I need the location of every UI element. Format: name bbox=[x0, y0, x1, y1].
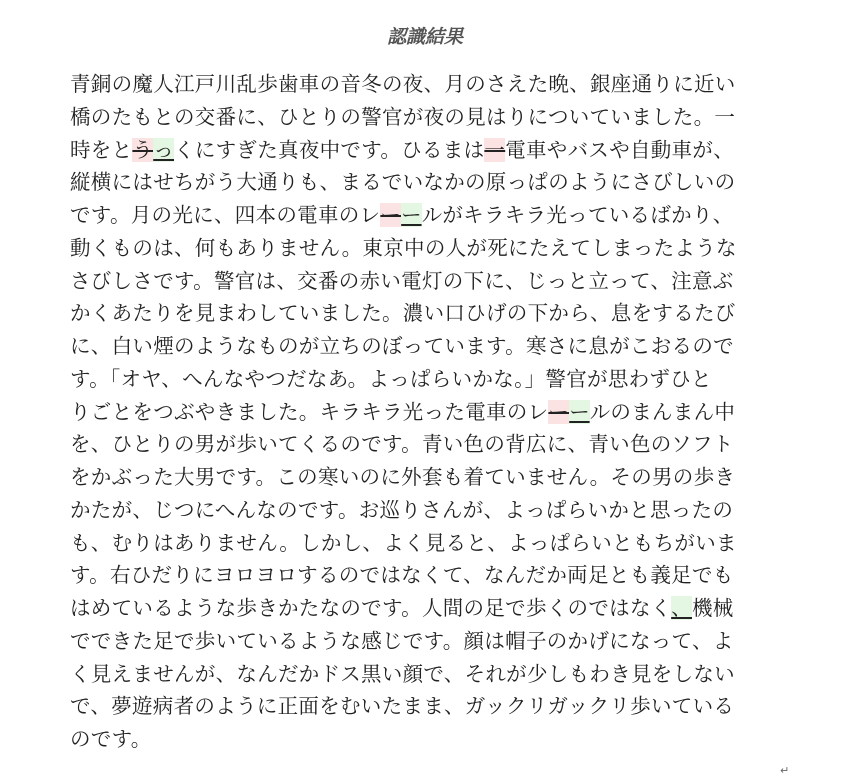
text-segment: かくあたりを見まわしていました。濃い口ひげの下から、息をするたび bbox=[70, 301, 736, 326]
text-segment: 縦横にはせちがう大通りも、まるでいなかの原っぱのようにさびしいの bbox=[70, 170, 736, 195]
text-line bbox=[70, 330, 790, 363]
text-segment: はめているような歩きかたなのです。人間の足で歩くのではなく bbox=[70, 596, 672, 620]
text-segment: 時をと bbox=[70, 137, 133, 162]
text-segment: 橋のたもとの交番に、ひとりの警官が夜の見はりについていました。一 bbox=[70, 104, 736, 129]
paragraph-mark: ↵ bbox=[780, 764, 790, 777]
text-line bbox=[70, 658, 790, 691]
text-line bbox=[70, 363, 790, 396]
text-segment: で、夢遊病者のように正面をむいたまま、ガックリガックリ歩いている bbox=[70, 694, 735, 719]
text-segment: く見えませんが、なんだかドス黒い顔で、それが少しもわき見をしない bbox=[70, 661, 735, 686]
text-segment: ルがキラキラ光っているばかり、 bbox=[421, 203, 734, 227]
text-segment: 機械 bbox=[691, 596, 734, 620]
text-segment: さびしさです。警官は、交番の赤い電灯の下に、じっと立って、注意ぶ bbox=[70, 268, 734, 293]
text-segment: りごとをつぶやきました。キラキラ光った電車のレ bbox=[70, 399, 549, 424]
text-line bbox=[70, 559, 790, 592]
text-line bbox=[70, 461, 790, 494]
text-segment: に、白い煙のようなものが立ちのぼっています。寒さに息がこおるので bbox=[70, 334, 734, 358]
text-segment: かたが、じつにへんなのです。お巡りさんが、よっぱらいかと思ったの bbox=[70, 497, 734, 522]
text-line bbox=[70, 166, 790, 199]
recognized-text-body bbox=[70, 68, 790, 756]
inserted-text: ー bbox=[401, 203, 422, 227]
deleted-text: ー bbox=[380, 203, 402, 227]
inserted-text: 、 bbox=[671, 596, 692, 620]
text-segment: くにすぎた真夜中です。ひるまは bbox=[174, 137, 485, 162]
text-line bbox=[70, 625, 790, 658]
text-segment: も、むりはありません。しかし、よく見ると、よっぱらいともちがいま bbox=[70, 530, 737, 555]
text-segment: す。右ひだりにヨロヨロするのではなくて、なんだか両足とも義足でも bbox=[70, 563, 734, 588]
text-segment: 電車やバスや自動車が、 bbox=[505, 137, 735, 162]
text-line bbox=[70, 592, 790, 625]
text-segment: 動くものは、何もありません。東京中の人が死にたえてしまったような bbox=[70, 235, 737, 260]
text-segment: す。「オヤ、へんなやつだなあ。よっぱらいかな。」警官が思わずひと bbox=[70, 366, 712, 391]
text-line bbox=[70, 494, 790, 527]
inserted-text: ー bbox=[569, 399, 590, 424]
text-segment: です。月の光に、四本の電車のレ bbox=[70, 203, 381, 227]
text-line bbox=[70, 199, 790, 232]
text-segment: を、ひとりの男が歩いてくるのです。青い色の背広に、青い色のソフト bbox=[70, 432, 734, 457]
text-line bbox=[70, 297, 790, 330]
deleted-text: ー bbox=[548, 399, 570, 424]
page-title: 認識結果 bbox=[386, 26, 463, 48]
text-segment: ルのまんまん中 bbox=[589, 399, 736, 424]
deleted-text: う bbox=[132, 137, 154, 162]
text-line bbox=[70, 690, 790, 723]
text-segment: でできた足で歩いているような感じです。顔は帽子のかげになって、よ bbox=[70, 628, 734, 653]
inserted-text: っ bbox=[153, 137, 175, 162]
text-line bbox=[70, 101, 790, 134]
text-line bbox=[70, 428, 790, 461]
text-line bbox=[70, 527, 790, 560]
text-line bbox=[70, 134, 790, 167]
text-line bbox=[70, 723, 790, 756]
text-line bbox=[70, 232, 790, 265]
text-line bbox=[70, 265, 790, 298]
text-segment: をかぶった大男です。この寒いのに外套も着ていません。その男の歩き bbox=[70, 465, 736, 489]
text-line bbox=[70, 396, 790, 429]
text-line bbox=[70, 68, 790, 101]
text-segment: のです。 bbox=[70, 727, 152, 751]
deleted-text: 一 bbox=[484, 137, 506, 162]
text-segment: 青銅の魔人江戸川乱歩歯車の音冬の夜、月のさえた晩、銀座通りに近い bbox=[70, 72, 736, 96]
